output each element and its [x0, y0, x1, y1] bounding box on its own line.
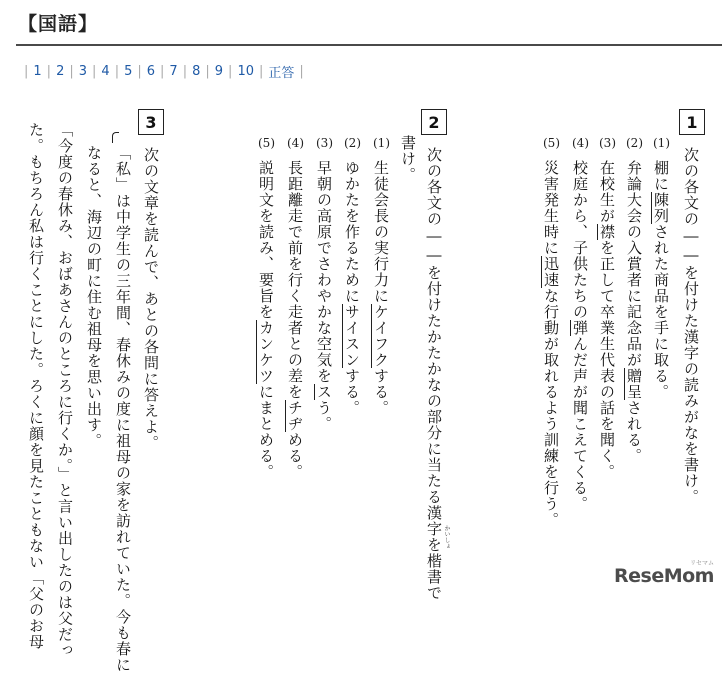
q2-item-5-text-end: にまとめる。 — [257, 384, 275, 480]
q1-item-4-target: 弾 — [571, 320, 589, 336]
q2-item-1-text-end: する。 — [372, 368, 390, 416]
q1-item-2 — [626, 160, 641, 464]
q2-item-1-target: ケイフク — [372, 304, 390, 368]
q1-item-1-number: (1) — [653, 136, 670, 150]
question-2-instruction-cont: 書け。 — [399, 135, 417, 183]
nav-separator: | — [205, 63, 210, 79]
nav-separator: | — [182, 63, 188, 79]
nav-link-6[interactable]: 6 — [146, 63, 156, 79]
nav-link-3[interactable]: 3 — [78, 63, 88, 79]
q1-item-5-number: (5) — [543, 136, 560, 150]
q2-item-3-text: 早朝の高原でさわやかな空気を — [315, 160, 333, 384]
q2-item-2-target: サイスン — [343, 304, 361, 368]
q2-item-1-number: (1) — [373, 136, 390, 150]
q1-item-3-number: (3) — [599, 136, 616, 150]
resemom-logo: ReseMom — [614, 565, 714, 587]
nav-link-10[interactable]: 10 — [237, 63, 254, 79]
q2-item-5 — [258, 160, 273, 480]
header-divider — [16, 44, 722, 46]
q1-item-2-text: 弁論大会の入賞者に記念品が — [625, 160, 643, 368]
q2-item-2-text: ゆかたを作るために — [343, 160, 361, 304]
passage-line-2: なると、海辺の町に住む祖母を思い出す。 — [85, 145, 103, 449]
question-3-instruction: 次の文章を読んで、あとの各問に答えよ。 — [142, 147, 160, 451]
q1-item-1-target: 陳列 — [652, 192, 670, 224]
q1-item-3-target: 襟 — [598, 224, 616, 240]
q2-item-2-number: (2) — [344, 136, 361, 150]
q1-item-4-number: (4) — [572, 136, 589, 150]
nav-separator: | — [24, 63, 29, 79]
nav-link-8[interactable]: 8 — [192, 63, 201, 79]
nav-separator: | — [69, 63, 74, 79]
q1-item-5-target: 迅速 — [542, 256, 560, 288]
q1-item-4-text: 校庭から、子供たちの — [571, 160, 589, 320]
q1-item-4-text-end: んだ声が聞こえてくる。 — [571, 336, 589, 512]
question-2-instruction: 次の各文の――を付けたかたかなの部分に当たる漢字を楷書で — [425, 147, 443, 601]
question-2-label: 2 — [421, 109, 447, 135]
nav-separator: | — [160, 63, 165, 79]
nav-separator: | — [228, 63, 233, 79]
q1-item-3-text-end: を正して卒業生代表の話を聞く。 — [598, 240, 616, 480]
q1-item-4 — [572, 160, 587, 512]
question-1-label: 1 — [679, 109, 705, 135]
q2-item-4-text-end: める。 — [286, 432, 304, 480]
page-title: 【国語】 — [18, 13, 99, 35]
q1-item-1 — [653, 160, 668, 400]
nav-link-2[interactable]: 2 — [56, 63, 65, 79]
q2-item-5-target: カンケツ — [257, 320, 275, 384]
q2-ruby-kaisho: かいしょ — [443, 525, 450, 549]
q2-item-4 — [287, 160, 302, 480]
nav-separator: | — [258, 63, 264, 79]
q2-item-3 — [316, 160, 331, 432]
nav-separator: | — [92, 63, 97, 79]
nav-link-1[interactable]: 1 — [33, 63, 42, 79]
q1-item-3 — [599, 160, 614, 480]
passage-line-3: 「今度の春休み、おばあさんのところに行くか。」と言い出したのは父だっ — [56, 122, 74, 659]
passage-line-4: た。もちろん私は行くことにした。ろくに顔を見たこともない「父のお母 — [27, 122, 45, 650]
question-nav — [19, 62, 309, 80]
q1-item-3-text: 在校生が — [598, 160, 616, 224]
q2-item-3-number: (3) — [316, 136, 333, 150]
resemom-logo-kana: リセマム — [690, 560, 714, 567]
q1-item-2-text-end: される。 — [625, 400, 643, 464]
nav-separator: | — [46, 63, 52, 79]
nav-separator: | — [114, 63, 120, 79]
question-1-instruction: 次の各文の――を付けた漢字の読みがなを書け。 — [682, 147, 700, 505]
q2-item-3-text-end: う。 — [315, 400, 333, 432]
q2-item-2-text-end: する。 — [343, 368, 361, 416]
nav-link-9[interactable]: 9 — [214, 63, 224, 79]
q2-item-1 — [373, 160, 388, 416]
q1-item-1-text: 棚に — [652, 160, 670, 192]
q2-item-1-text: 生徒会長の実行力に — [372, 160, 390, 304]
q1-item-5-text: 災害発生時に — [542, 160, 560, 256]
q2-item-3-target: ス — [315, 384, 333, 400]
q1-item-5 — [543, 160, 558, 528]
q2-item-2 — [344, 160, 359, 416]
nav-link-5[interactable]: 5 — [124, 63, 133, 79]
q1-item-1-text-end: された商品を手に取る。 — [652, 224, 670, 400]
q1-item-5-text-end: な行動が取れるよう訓練を行う。 — [542, 288, 560, 528]
q2-item-4-number: (4) — [287, 136, 304, 150]
nav-separator: | — [299, 63, 304, 79]
q1-item-2-number: (2) — [626, 136, 643, 150]
nav-link-7[interactable]: 7 — [169, 63, 178, 79]
q2-item-5-text: 説明文を読み、要旨を — [257, 160, 275, 320]
passage-line-1: 「私」は中学生の三年間、春休みの度に祖母の家を訪れていた。今も春に — [114, 145, 132, 673]
nav-link-4[interactable]: 4 — [101, 63, 110, 79]
q2-item-4-target: チヂ — [286, 400, 304, 432]
passage-bracket — [112, 132, 119, 143]
nav-link-answers[interactable]: 正答 — [268, 65, 295, 81]
nav-separator: | — [137, 63, 142, 79]
question-3-label: 3 — [138, 109, 164, 135]
q2-item-4-text: 長距離走で前を行く走者との差を — [286, 160, 304, 400]
q1-item-2-target: 贈呈 — [625, 368, 643, 400]
q2-item-5-number: (5) — [258, 136, 275, 150]
